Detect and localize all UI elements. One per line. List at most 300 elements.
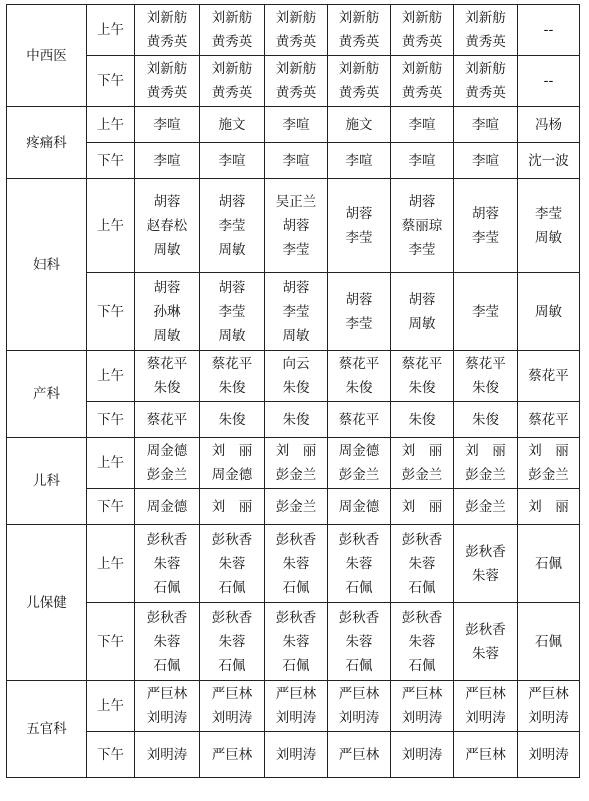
doctor-name: 李莹: [282, 303, 310, 320]
schedule-cell: [265, 681, 328, 732]
doctor-name: 彭秋香: [401, 531, 443, 548]
table-row: [7, 732, 580, 778]
doctor-name: 周金德: [338, 498, 380, 515]
schedule-cell: [518, 107, 580, 143]
schedule-cell: [454, 351, 518, 402]
schedule-cell: [200, 5, 265, 56]
doctor-name: --: [543, 22, 554, 38]
table-row: [7, 143, 580, 179]
schedule-cell: [200, 273, 265, 351]
doctor-name: 彭金兰: [465, 498, 506, 515]
doctor-name: 黄秀英: [275, 85, 317, 101]
schedule-cell: [265, 273, 328, 351]
table-row: [7, 402, 580, 438]
doctor-name: 严巨林: [275, 686, 317, 702]
doctor-name: 胡蓉: [472, 205, 499, 222]
schedule-cell: [391, 273, 454, 351]
schedule-cell: [391, 489, 454, 525]
doctor-name: 朱蓉: [282, 555, 310, 572]
department-name: 儿科: [7, 438, 87, 525]
table-row: [7, 438, 580, 489]
doctor-name: 朱俊: [472, 411, 499, 428]
doctor-name: 刘新舫: [401, 61, 443, 77]
doctor-name: 朱蓉: [408, 555, 436, 572]
doctor-name: 刘新舫: [146, 61, 188, 77]
schedule-cell: [265, 351, 328, 402]
schedule-cell: [265, 402, 328, 438]
schedule-cell: [454, 525, 518, 603]
doctor-name: 朱蓉: [153, 633, 181, 650]
schedule-cell: [454, 732, 518, 778]
table-row: [7, 489, 580, 525]
doctor-name: 蔡花平: [146, 356, 188, 372]
schedule-cell: [265, 56, 328, 107]
doctor-name: 胡蓉: [282, 279, 310, 296]
table-row: [7, 56, 580, 107]
schedule-cell: [518, 5, 580, 56]
doctor-name: 石佩: [153, 657, 181, 674]
doctor-name: 刘 丽: [211, 443, 253, 459]
doctor-name: 朱蓉: [345, 555, 373, 572]
doctor-name: 刘 丽: [211, 498, 253, 515]
table-row: [7, 107, 580, 143]
doctor-name: 朱俊: [153, 380, 181, 396]
session-label: 上午: [87, 351, 135, 402]
doctor-name: 周敏: [218, 241, 246, 258]
doctor-name: 周金德: [146, 443, 188, 459]
schedule-cell: [135, 351, 200, 402]
doctor-name: 朱俊: [218, 411, 246, 428]
schedule-cell: [135, 603, 200, 681]
doctor-name: 刘新舫: [146, 10, 188, 26]
schedule-cell: [135, 5, 200, 56]
schedule-cell: [391, 438, 454, 489]
doctor-name: 刘 丽: [528, 443, 569, 459]
doctor-name: 刘新舫: [211, 61, 253, 77]
doctor-name: 彭秋香: [338, 531, 380, 548]
doctor-name: 严巨林: [465, 746, 506, 763]
doctor-name: 彭秋香: [275, 609, 317, 626]
schedule-cell: [391, 107, 454, 143]
doctor-name: 黄秀英: [401, 34, 443, 50]
doctor-name: 石佩: [153, 579, 181, 596]
doctor-name: 朱俊: [345, 380, 373, 396]
doctor-name: 施文: [345, 116, 373, 133]
doctor-name: 黄秀英: [275, 34, 317, 50]
schedule-cell: [328, 732, 391, 778]
doctor-name: 刘明涛: [465, 710, 506, 726]
doctor-name: 李喧: [345, 152, 373, 169]
doctor-name: 彭秋香: [211, 609, 253, 626]
doctor-name: 胡蓉: [345, 205, 373, 222]
schedule-cell: [328, 351, 391, 402]
doctor-name: 蔡花平: [465, 356, 506, 372]
doctor-name: 李莹: [472, 303, 499, 320]
doctor-name: 刘明涛: [338, 710, 380, 726]
schedule-cell: [135, 681, 200, 732]
doctor-name: 李喧: [282, 116, 310, 133]
schedule-cell: [328, 179, 391, 273]
schedule-cell: [135, 273, 200, 351]
doctor-name: 石佩: [345, 579, 373, 596]
schedule-cell: [454, 5, 518, 56]
doctor-name: 施文: [218, 116, 246, 133]
schedule-cell: [518, 438, 580, 489]
doctor-name: 石佩: [408, 657, 436, 674]
doctor-name: 刘新舫: [338, 10, 380, 26]
doctor-name: 胡蓉: [408, 193, 436, 210]
doctor-name: 黄秀英: [211, 34, 253, 50]
doctor-name: 石佩: [535, 633, 562, 650]
schedule-cell: [200, 681, 265, 732]
doctor-name: 周敏: [408, 315, 436, 332]
doctor-name: 严巨林: [338, 686, 380, 702]
schedule-cell: [135, 489, 200, 525]
doctor-name: 朱蓉: [282, 633, 310, 650]
doctor-name: 彭秋香: [465, 543, 506, 560]
schedule-cell: [135, 56, 200, 107]
doctor-name: 蔡花平: [528, 411, 569, 428]
department-name: 五官科: [7, 681, 87, 778]
session-label: 下午: [87, 732, 135, 778]
session-label: 上午: [87, 179, 135, 273]
schedule-cell: [454, 402, 518, 438]
doctor-name: 蔡花平: [211, 356, 253, 372]
doctor-name: 石佩: [408, 579, 436, 596]
doctor-name: 朱蓉: [345, 633, 373, 650]
doctor-name: 朱俊: [408, 411, 436, 428]
doctor-name: 向云: [282, 356, 310, 372]
doctor-name: 石佩: [218, 579, 246, 596]
schedule-table: [6, 4, 580, 778]
doctor-name: 周敏: [535, 303, 562, 320]
doctor-name: 刘明涛: [401, 710, 443, 726]
schedule-cell: [518, 179, 580, 273]
doctor-name: 刘新舫: [465, 61, 506, 77]
table-row: [7, 681, 580, 732]
department-name: 儿保健: [7, 525, 87, 681]
doctor-name: 刘明涛: [275, 746, 317, 763]
schedule-cell: [518, 143, 580, 179]
doctor-name: 李喧: [472, 152, 499, 169]
schedule-cell: [328, 603, 391, 681]
schedule-cell: [265, 732, 328, 778]
doctor-name: 彭秋香: [338, 609, 380, 626]
schedule-cell: [328, 489, 391, 525]
doctor-name: 刘明涛: [146, 746, 188, 763]
schedule-cell: [328, 438, 391, 489]
doctor-name: 胡蓉: [282, 217, 310, 234]
schedule-cell: [454, 489, 518, 525]
table-row: [7, 351, 580, 402]
schedule-cell: [265, 179, 328, 273]
doctor-name: 蔡花平: [338, 356, 380, 372]
doctor-name: 石佩: [282, 657, 310, 674]
session-label: 上午: [87, 681, 135, 732]
schedule-cell: [328, 402, 391, 438]
schedule-cell: [265, 5, 328, 56]
schedule-cell: [135, 107, 200, 143]
session-label: 下午: [87, 402, 135, 438]
doctor-name: 彭秋香: [211, 531, 253, 548]
department-name: 妇科: [7, 179, 87, 351]
doctor-name: 李喧: [408, 116, 436, 133]
doctor-name: 彭金兰: [528, 467, 569, 483]
schedule-cell: [391, 603, 454, 681]
doctor-name: 刘新舫: [465, 10, 506, 26]
doctor-name: 胡蓉: [153, 279, 181, 296]
schedule-cell: [454, 56, 518, 107]
schedule-cell: [135, 143, 200, 179]
doctor-name: 周金德: [146, 498, 188, 515]
doctor-name: 刘新舫: [338, 61, 380, 77]
session-label: 下午: [87, 603, 135, 681]
schedule-cell: [265, 143, 328, 179]
schedule-cell: [518, 603, 580, 681]
doctor-name: 李莹: [345, 229, 373, 246]
doctor-name: 刘 丽: [401, 498, 443, 515]
schedule-cell: [200, 107, 265, 143]
schedule-cell: [135, 732, 200, 778]
doctor-name: 李喧: [472, 116, 499, 133]
schedule-cell: [328, 273, 391, 351]
table-row: [7, 525, 580, 603]
doctor-name: 刘明涛: [528, 746, 569, 763]
doctor-name: 李莹: [535, 205, 562, 222]
doctor-name: 严巨林: [528, 686, 569, 702]
department-name: 中西医: [7, 5, 87, 107]
schedule-cell: [391, 351, 454, 402]
schedule-cell: [454, 273, 518, 351]
schedule-cell: [328, 681, 391, 732]
department-name: 产科: [7, 351, 87, 438]
doctor-name: 胡蓉: [218, 279, 246, 296]
schedule-cell: [265, 489, 328, 525]
doctor-name: 彭秋香: [465, 621, 506, 638]
doctor-name: 朱蓉: [472, 567, 499, 584]
doctor-name: 朱蓉: [408, 633, 436, 650]
doctor-name: 黄秀英: [211, 85, 253, 101]
doctor-name: 黄秀英: [465, 85, 506, 101]
session-label: 上午: [87, 525, 135, 603]
doctor-name: 彭秋香: [146, 609, 188, 626]
doctor-name: 周敏: [153, 327, 181, 344]
doctor-name: 黄秀英: [146, 85, 188, 101]
schedule-cell: [135, 525, 200, 603]
doctor-name: 胡蓉: [408, 291, 436, 308]
doctor-name: 彭秋香: [401, 609, 443, 626]
doctor-name: 彭秋香: [146, 531, 188, 548]
schedule-cell: [518, 732, 580, 778]
doctor-name: 朱俊: [282, 380, 310, 396]
doctor-name: 黄秀英: [465, 34, 506, 50]
doctor-name: 石佩: [535, 555, 562, 572]
doctor-name: 严巨林: [146, 686, 188, 702]
doctor-name: 彭金兰: [275, 498, 317, 515]
schedule-cell: [391, 5, 454, 56]
doctor-name: 冯杨: [535, 116, 562, 133]
schedule-cell: [391, 732, 454, 778]
doctor-name: 刘明涛: [211, 710, 253, 726]
schedule-cell: [454, 107, 518, 143]
schedule-cell: [454, 438, 518, 489]
doctor-name: 朱俊: [282, 411, 310, 428]
session-label: 下午: [87, 273, 135, 351]
session-label: 下午: [87, 489, 135, 525]
doctor-name: --: [543, 73, 554, 89]
doctor-name: 李莹: [282, 241, 310, 258]
schedule-cell: [328, 525, 391, 603]
schedule-cell: [265, 107, 328, 143]
doctor-name: 蔡花平: [528, 368, 569, 384]
doctor-name: 李莹: [408, 241, 436, 258]
schedule-cell: [518, 525, 580, 603]
schedule-cell: [200, 525, 265, 603]
doctor-name: 李喧: [408, 152, 436, 169]
doctor-name: 李莹: [472, 229, 499, 246]
doctor-name: 胡蓉: [345, 291, 373, 308]
schedule-cell: [328, 143, 391, 179]
doctor-name: 李喧: [153, 152, 181, 169]
doctor-name: 周敏: [153, 241, 181, 258]
doctor-name: 李莹: [218, 217, 246, 234]
doctor-name: 蔡花平: [146, 411, 188, 428]
doctor-name: 刘新舫: [275, 61, 317, 77]
doctor-name: 孙琳: [153, 303, 181, 320]
schedule-cell: [200, 179, 265, 273]
schedule-cell: [391, 402, 454, 438]
schedule-cell: [518, 273, 580, 351]
schedule-cell: [200, 603, 265, 681]
doctor-name: 朱俊: [408, 380, 436, 396]
schedule-cell: [328, 56, 391, 107]
schedule-cell: [200, 143, 265, 179]
table-row: [7, 273, 580, 351]
schedule-cell: [518, 489, 580, 525]
doctor-name: 石佩: [218, 657, 246, 674]
schedule-cell: [454, 143, 518, 179]
session-label: 下午: [87, 56, 135, 107]
doctor-name: 刘明涛: [528, 710, 569, 726]
doctor-name: 彭金兰: [146, 467, 188, 483]
session-label: 上午: [87, 5, 135, 56]
doctor-name: 严巨林: [211, 746, 253, 763]
doctor-name: 黄秀英: [401, 85, 443, 101]
doctor-name: 刘 丽: [465, 443, 506, 459]
schedule-cell: [265, 525, 328, 603]
doctor-name: 彭金兰: [401, 467, 443, 483]
schedule-cell: [200, 402, 265, 438]
doctor-name: 李喧: [218, 152, 246, 169]
doctor-name: 黄秀英: [338, 85, 380, 101]
doctor-name: 石佩: [282, 579, 310, 596]
schedule-cell: [454, 681, 518, 732]
doctor-name: 周金德: [211, 467, 253, 483]
schedule-cell: [135, 402, 200, 438]
doctor-name: 朱蓉: [472, 645, 499, 662]
doctor-name: 朱俊: [472, 380, 499, 396]
doctor-name: 吴正兰: [275, 193, 317, 210]
doctor-name: 刘明涛: [275, 710, 317, 726]
doctor-name: 朱蓉: [153, 555, 181, 572]
session-label: 下午: [87, 143, 135, 179]
doctor-name: 胡蓉: [153, 193, 181, 210]
doctor-name: 彭金兰: [338, 467, 380, 483]
doctor-name: 彭金兰: [465, 467, 506, 483]
doctor-name: 石佩: [345, 657, 373, 674]
doctor-name: 蔡花平: [401, 356, 443, 372]
schedule-cell: [454, 179, 518, 273]
doctor-name: 沈一波: [528, 152, 569, 169]
schedule-cell: [265, 603, 328, 681]
doctor-name: 李莹: [345, 315, 373, 332]
doctor-name: 朱蓉: [218, 633, 246, 650]
doctor-name: 赵春松: [146, 217, 188, 234]
schedule-cell: [200, 56, 265, 107]
doctor-name: 李莹: [218, 303, 246, 320]
schedule-cell: [328, 5, 391, 56]
doctor-name: 李喧: [153, 116, 181, 133]
schedule-cell: [518, 681, 580, 732]
doctor-name: 刘新舫: [211, 10, 253, 26]
session-label: 上午: [87, 438, 135, 489]
schedule-cell: [518, 402, 580, 438]
schedule-cell: [391, 56, 454, 107]
schedule-cell: [265, 438, 328, 489]
doctor-name: 朱俊: [218, 380, 246, 396]
doctor-name: 刘 丽: [401, 443, 443, 459]
schedule-cell: [391, 681, 454, 732]
doctor-name: 刘新舫: [275, 10, 317, 26]
doctor-name: 周敏: [535, 229, 562, 246]
schedule-cell: [391, 143, 454, 179]
doctor-name: 胡蓉: [218, 193, 246, 210]
doctor-name: 彭秋香: [275, 531, 317, 548]
doctor-name: 严巨林: [401, 686, 443, 702]
schedule-cell: [200, 732, 265, 778]
doctor-name: 周金德: [338, 443, 380, 459]
doctor-name: 刘新舫: [401, 10, 443, 26]
doctor-name: 周敏: [282, 327, 310, 344]
doctor-name: 严巨林: [338, 746, 380, 763]
session-label: 上午: [87, 107, 135, 143]
doctor-name: 黄秀英: [338, 34, 380, 50]
doctor-name: 周敏: [218, 327, 246, 344]
table-row: [7, 603, 580, 681]
schedule-cell: [328, 107, 391, 143]
doctor-name: 严巨林: [465, 686, 506, 702]
doctor-name: 黄秀英: [146, 34, 188, 50]
schedule-cell: [200, 489, 265, 525]
doctor-name: 严巨林: [211, 686, 253, 702]
schedule-cell: [454, 603, 518, 681]
table-row: [7, 179, 580, 273]
doctor-name: 彭金兰: [275, 467, 317, 483]
schedule-cell: [391, 525, 454, 603]
doctor-name: 蔡丽琼: [401, 217, 443, 234]
schedule-cell: [391, 179, 454, 273]
doctor-name: 刘 丽: [275, 443, 317, 459]
doctor-name: 蔡花平: [338, 411, 380, 428]
table-row: [7, 5, 580, 56]
schedule-cell: [518, 56, 580, 107]
schedule-cell: [200, 351, 265, 402]
schedule-body: [7, 5, 580, 778]
doctor-name: 李喧: [282, 152, 310, 169]
schedule-cell: [135, 438, 200, 489]
doctor-name: 刘明涛: [146, 710, 188, 726]
doctor-name: 刘 丽: [528, 498, 569, 515]
